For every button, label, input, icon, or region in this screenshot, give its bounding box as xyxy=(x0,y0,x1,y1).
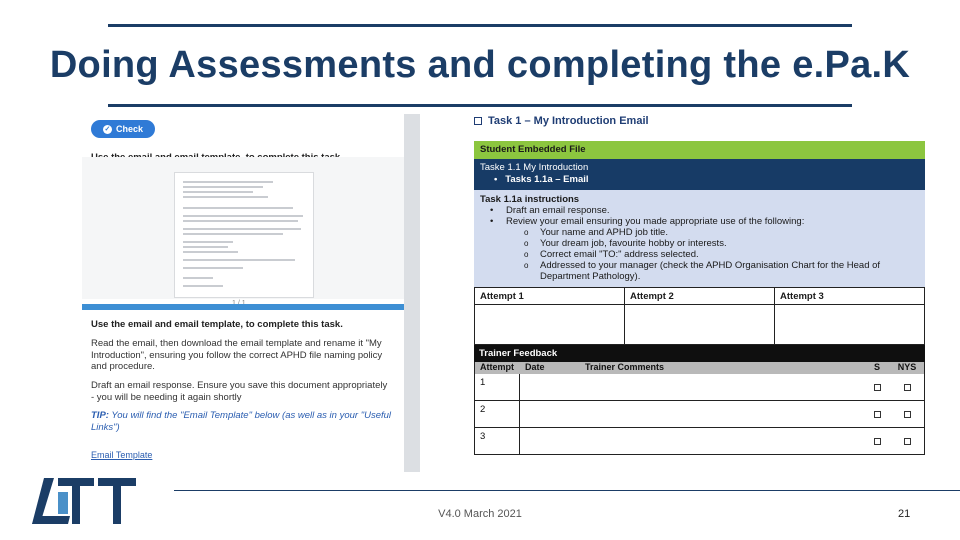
attempt-label: Attempt 2 xyxy=(625,288,774,305)
feedback-attempt-number: 3 xyxy=(475,428,520,454)
col-s: S xyxy=(873,362,880,372)
col-attempt: Attempt xyxy=(480,362,514,372)
task-subtitle-text: Tasks 1.1a – Email xyxy=(505,174,589,185)
title-bottom-rule xyxy=(108,104,852,107)
col-nys: NYS xyxy=(897,362,917,372)
feedback-comment-cell[interactable] xyxy=(580,401,864,427)
check-button-label: Check xyxy=(115,124,143,134)
instruction-subitem: o Your dream job, favourite hobby or interests. xyxy=(480,238,919,249)
embedded-file-bar: Student Embedded File xyxy=(474,141,925,159)
instructions-heading: Task 1.1a instructions xyxy=(480,194,580,205)
check-button[interactable] xyxy=(91,120,155,138)
slide-title: Doing Assessments and completing the e.Pa.K xyxy=(49,44,911,86)
task-table xyxy=(474,141,925,455)
col-date: Date xyxy=(525,362,545,372)
page-number: 21 xyxy=(898,508,911,520)
email-document-preview xyxy=(174,172,314,298)
task-heading-text: Task 1 – My Introduction Email xyxy=(488,115,649,127)
feedback-row xyxy=(474,374,925,401)
lesson-paragraph-2: Draft an email response. Ensure you save this document appropriately - you will be needing it again shortly xyxy=(91,380,388,403)
col-comments: Trainer Comments xyxy=(585,362,665,372)
not-yet-satisfactory-checkbox[interactable] xyxy=(904,384,911,391)
check-circle-icon: ✓ xyxy=(104,126,111,133)
task-subtitle: • Tasks 1.1a – Email xyxy=(494,174,589,185)
attempt-cell[interactable] xyxy=(625,288,775,344)
feedback-date-cell[interactable] xyxy=(520,401,580,427)
instruction-item: • Draft an email response. xyxy=(480,205,919,216)
instruction-subitem: o Correct email "TO:" address selected. xyxy=(480,249,919,260)
instruction-item: • Review your email ensuring you made appropriate use of the following: xyxy=(480,216,919,227)
lesson-screenshot xyxy=(82,114,420,472)
instruction-subitem: o Your name and APHD job title. xyxy=(480,227,919,238)
tip-text: You will find the "Email Template" below (as well as in your "Useful Links") xyxy=(91,410,392,433)
not-yet-satisfactory-checkbox[interactable] xyxy=(904,438,911,445)
satisfactory-checkbox[interactable] xyxy=(874,384,881,391)
task-heading xyxy=(474,115,649,127)
instruction-subitem: o Addressed to your manager (check the APHD Organisation Chart for the Head of Department Pathology). xyxy=(480,260,919,282)
attempt-cell[interactable] xyxy=(775,288,924,344)
lesson-paragraph-1: Read the email, then download the email template and rename it "My Introduction", ensuring you follow the correct APHD file naming policy and procedure. xyxy=(91,338,383,372)
email-template-link[interactable]: Email Template xyxy=(91,450,153,460)
feedback-row xyxy=(474,401,925,428)
trainer-feedback-heading: Trainer Feedback xyxy=(474,345,925,362)
not-yet-satisfactory-checkbox[interactable] xyxy=(904,411,911,418)
feedback-attempt-number: 1 xyxy=(475,374,520,400)
task-title: Taske 1.1 My Introduction xyxy=(480,162,589,173)
attempt-label: Attempt 1 xyxy=(475,288,624,305)
instructions-block xyxy=(474,190,925,287)
satisfactory-checkbox[interactable] xyxy=(874,438,881,445)
attempts-row xyxy=(474,287,925,345)
checkbox-icon xyxy=(474,117,482,125)
lesson-tip xyxy=(91,410,391,433)
attempt-cell[interactable] xyxy=(475,288,625,344)
feedback-date-cell[interactable] xyxy=(520,428,580,454)
title-top-rule xyxy=(108,24,852,27)
satisfactory-checkbox[interactable] xyxy=(874,411,881,418)
lesson-scrollbar[interactable] xyxy=(404,114,420,472)
feedback-attempt-number: 2 xyxy=(475,401,520,427)
task-title-bar xyxy=(474,159,925,190)
lesson-heading-main: Use the email and email template, to complete this task. xyxy=(91,319,343,330)
feedback-comment-cell[interactable] xyxy=(580,374,864,400)
feedback-date-cell[interactable] xyxy=(520,374,580,400)
document-divider xyxy=(82,304,418,310)
footer-rule xyxy=(174,490,960,491)
feedback-comment-cell[interactable] xyxy=(580,428,864,454)
version-label: V4.0 March 2021 xyxy=(438,508,522,520)
feedback-row xyxy=(474,428,925,455)
attempt-label: Attempt 3 xyxy=(775,288,924,305)
lesson-content xyxy=(82,114,418,472)
tip-label: TIP: xyxy=(91,410,109,421)
feedback-column-headers xyxy=(474,362,925,374)
